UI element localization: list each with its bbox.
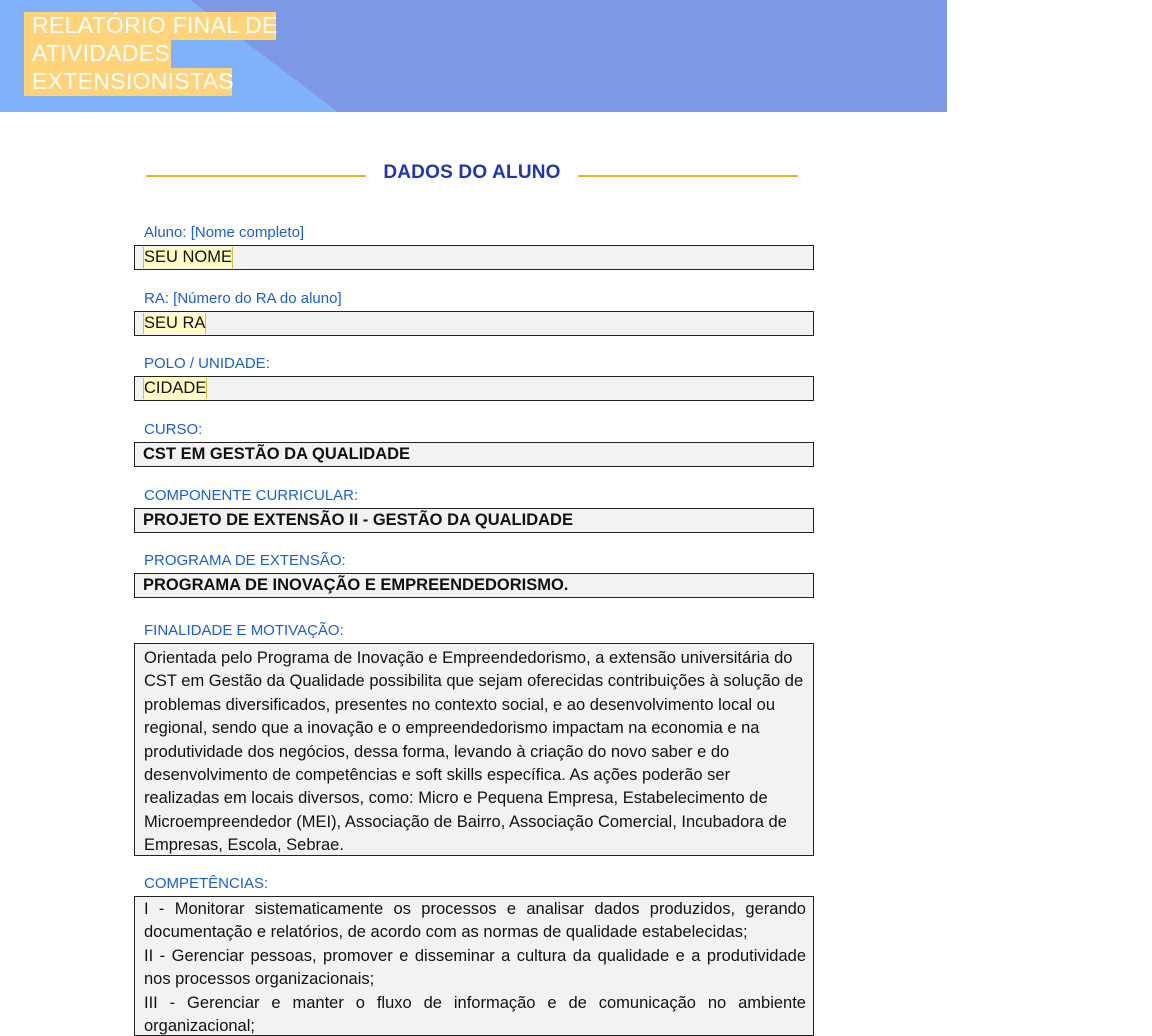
placeholder-value[interactable]: SEU RA	[144, 314, 206, 332]
report-title-line: ATIVIDADES	[24, 40, 171, 68]
field-label: COMPETÊNCIAS:	[144, 875, 269, 892]
field-label: Aluno: [Nome completo]	[144, 224, 305, 241]
section-title: DADOS DO ALUNO	[383, 162, 561, 183]
field-competencias	[134, 875, 814, 1036]
field-polo	[134, 355, 814, 401]
placeholder-value[interactable]: CIDADE	[144, 379, 207, 397]
competencia-item: I - Monitorar sistematicamente os processos e analisar dados produzidos, gerando documentação e relatórios, de acordo com as normas de qualidade estabelecidas;	[144, 900, 806, 942]
field-label: RA: [Número do RA do aluno]	[144, 290, 342, 307]
competencias-text[interactable]	[134, 896, 814, 1036]
header-banner	[0, 0, 947, 112]
field-ra	[134, 290, 814, 336]
ra-input[interactable]	[134, 311, 814, 336]
componente-value[interactable]: PROJETO DE EXTENSÃO II - GESTÃO DA QUALIDADE	[134, 508, 814, 533]
field-curso	[134, 421, 814, 467]
finalidade-text[interactable]: Orientada pelo Programa de Inovação e Empreendedorismo, a extensão universitária do CST em Gestão da Qualidade possibilita que sejam oferecidas contribuições à solução de problemas diversificados, presentes no contexto social, e ao desenvolvimento local ou regional, sendo que a inovação e o empreendedorismo impactam na economia e na produtividade dos negócios, dessa forma, levando à criação do novo saber e do desenvolvimento de competências e soft skills específica. As ações poderão ser realizadas em locais diversos, como: Micro e Pequena Empresa, Estabelecimento de Microempreendedor (MEI), Associação de Bairro, Associação Comercial, Incubadora de Empresas, Escola, Sebrae.	[134, 643, 814, 856]
field-label: PROGRAMA DE EXTENSÃO:	[144, 552, 346, 569]
field-componente	[134, 487, 814, 533]
field-label: COMPONENTE CURRICULAR:	[144, 487, 359, 504]
competencia-item: II - Gerenciar pessoas, promover e disseminar a cultura da qualidade e a produtividade nos processos organizacionais;	[144, 946, 806, 989]
competencia-item: III - Gerenciar e manter o fluxo de informação e de comunicação no ambiente organizacional;	[144, 993, 806, 1036]
field-aluno	[134, 224, 814, 270]
report-title-line: RELATÓRIO FINAL DE	[24, 12, 276, 40]
programa-value[interactable]: PROGRAMA DE INOVAÇÃO E EMPREENDEDORISMO.	[134, 573, 814, 598]
field-finalidade	[134, 622, 814, 856]
report-title	[24, 12, 276, 96]
polo-input[interactable]	[134, 376, 814, 401]
aluno-input[interactable]	[134, 245, 814, 270]
field-label: CURSO:	[144, 421, 203, 438]
divider-right	[578, 175, 798, 177]
field-programa	[134, 552, 814, 598]
section-header	[146, 160, 798, 190]
curso-value[interactable]: CST EM GESTÃO DA QUALIDADE	[134, 442, 814, 467]
field-label: POLO / UNIDADE:	[144, 355, 270, 372]
placeholder-value[interactable]: SEU NOME	[144, 248, 233, 266]
field-label: FINALIDADE E MOTIVAÇÃO:	[144, 622, 344, 639]
report-title-line: EXTENSIONISTAS	[24, 68, 232, 96]
